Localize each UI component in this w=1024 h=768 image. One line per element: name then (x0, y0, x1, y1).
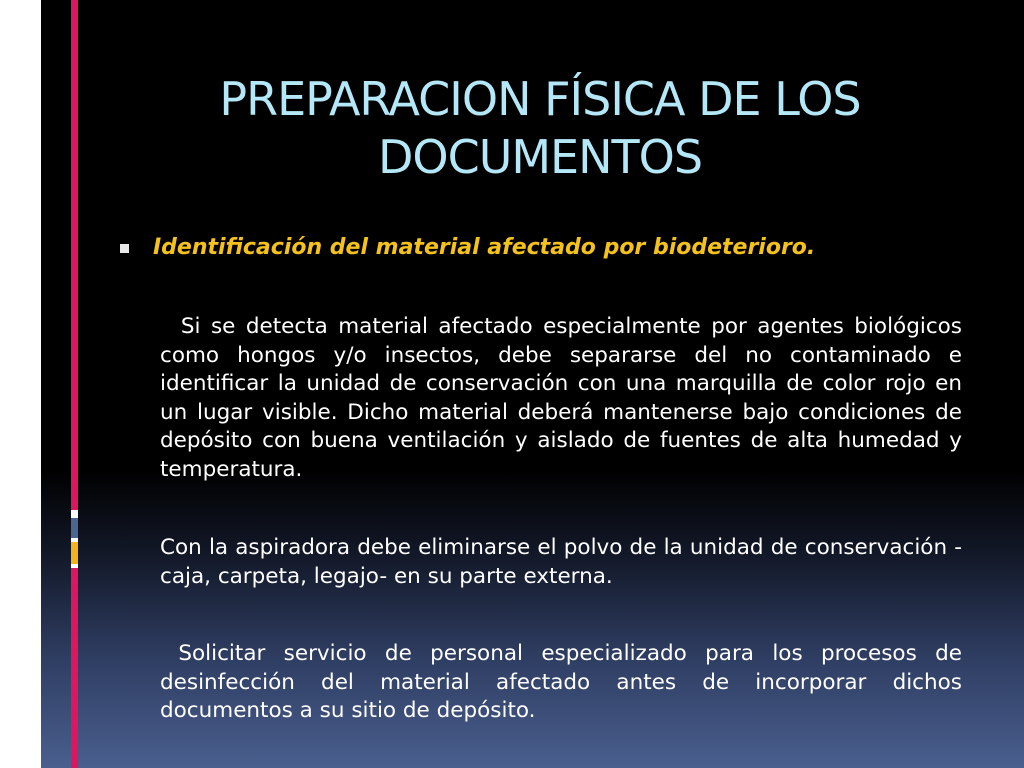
body-paragraph: Si se detecta material afectado especialmente por agentes biológicos como hongos y/o insectos, debe separarse del no contaminado e identificar la unidad de conservación con una marquilla de color rojo en un lugar visible. Dicho material deberá mantenerse bajo condiciones de depósito con buena ventilación y aislado de fuentes de alta humedad y temperatura. (160, 314, 962, 482)
accent-gap (71, 510, 78, 518)
bullet-text: Identificación del material afectado por biodeterioro. (153, 235, 816, 260)
accent-bar-yellow (71, 542, 78, 564)
body-paragraph: Con la aspiradora debe eliminarse el polvo de la unidad de conservación -caja, carpeta, legajo- en su parte externa. (160, 535, 962, 589)
accent-bar-pink-bottom (71, 568, 78, 768)
slide-title: PREPARACION FÍSICA DE LOS DOCUMENTOS (219, 72, 861, 184)
square-bullet-icon (120, 244, 129, 253)
accent-bar-blue (71, 518, 78, 538)
page-margin (0, 0, 41, 768)
accent-bar-pink-top (71, 0, 78, 510)
bullet-item (120, 234, 980, 262)
body-paragraph: Solicitar servicio de personal especializado para los procesos de desinfección del material afectado antes de incorporar dichos documentos a su sitio de depósito. (160, 641, 962, 723)
